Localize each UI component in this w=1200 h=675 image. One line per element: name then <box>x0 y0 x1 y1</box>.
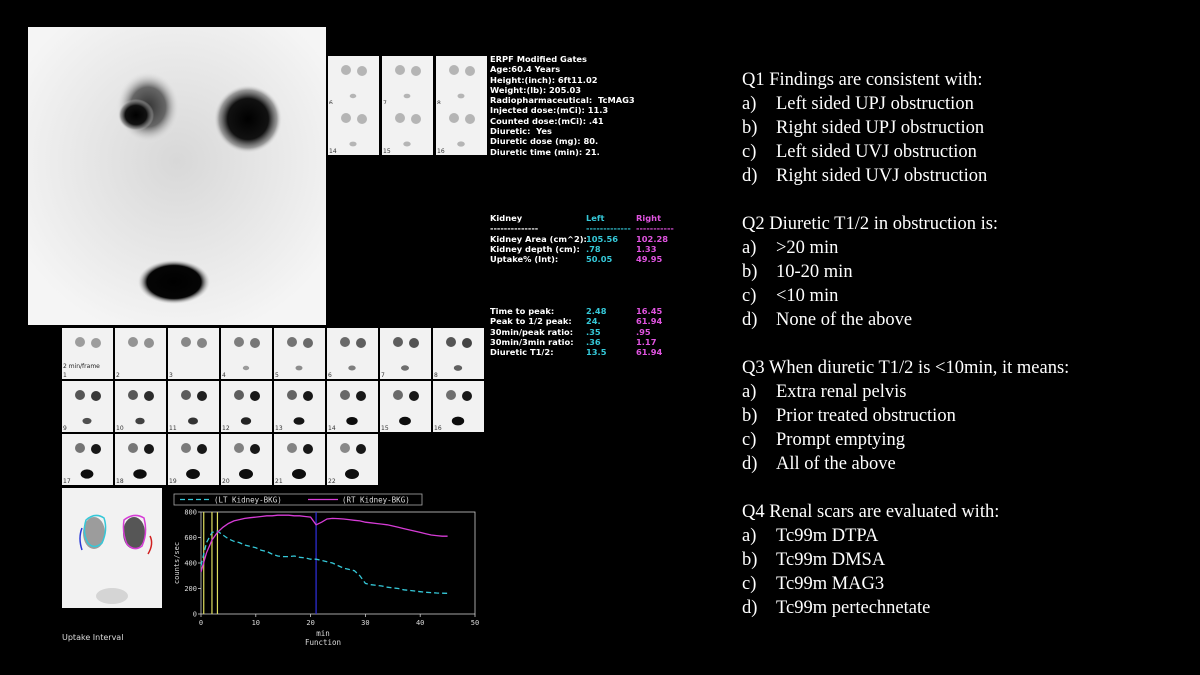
row-left-value: .78 <box>586 243 601 254</box>
quiz-option[interactable] <box>742 92 1182 116</box>
frame-number: 13 <box>275 425 283 432</box>
option-letter: a) <box>742 382 757 402</box>
kidney-table-left-header: Left <box>586 213 605 223</box>
y-tick-label: 600 <box>184 534 197 542</box>
plot-frame <box>201 512 475 614</box>
quiz-option[interactable] <box>742 140 1182 164</box>
chart-subtitle: Function <box>304 638 342 647</box>
study-info-line: Radiopharmaceutical: TcMAG3 <box>490 95 635 106</box>
quiz-option[interactable] <box>742 380 1182 404</box>
y-tick-label: 400 <box>184 559 197 568</box>
study-info-line: Injected dose:(mCi): 11.3 <box>490 105 609 116</box>
option-letter: a) <box>742 526 757 546</box>
scan-image <box>28 27 326 325</box>
frame-number: 16 <box>437 148 445 155</box>
row-right-value: 61.94 <box>636 316 663 327</box>
table-row <box>490 243 657 254</box>
row-label: Kidney depth (cm): <box>490 243 580 254</box>
dynamic-frame-thumbnail <box>380 328 431 379</box>
dynamic-frame-thumbnail <box>433 381 484 432</box>
x-tick-label: 20 <box>306 619 315 627</box>
row-label: Time to peak: <box>490 306 555 316</box>
option-text: >20 min <box>776 238 839 258</box>
row-right-value: 1.17 <box>636 336 657 347</box>
study-info-line: Height:(inch): 6ft11.02 <box>490 74 598 85</box>
option-text: Tc99m MAG3 <box>776 574 885 594</box>
option-text: All of the above <box>776 454 896 474</box>
dynamic-frame-thumbnail <box>115 434 166 485</box>
renogram-chart <box>170 490 490 650</box>
frame-number: 17 <box>63 478 71 485</box>
dynamic-frame-thumbnail <box>168 434 219 485</box>
quiz-question: Q2 Diuretic T1/2 in obstruction is: <box>742 214 999 234</box>
frame-number: 2 <box>116 372 120 379</box>
y-tick-label: 200 <box>184 585 197 593</box>
dynamic-frame-thumbnail <box>62 328 113 379</box>
option-letter: c) <box>742 142 757 162</box>
option-text: Tc99m DMSA <box>776 550 886 570</box>
frame-number: 8 <box>434 372 438 379</box>
legend-entry: (RT Kidney-BKG) <box>342 495 410 505</box>
row-right-value: .95 <box>636 326 651 337</box>
table-row <box>490 233 669 244</box>
option-letter: d) <box>742 166 758 186</box>
quiz-option[interactable] <box>742 404 1182 428</box>
quiz-option[interactable] <box>742 572 1182 596</box>
quiz-panel <box>742 68 1182 644</box>
option-letter: a) <box>742 94 757 114</box>
frame-number: 15 <box>383 148 391 155</box>
top-frame-thumbnail <box>328 56 379 107</box>
dynamic-frame-thumbnail <box>168 328 219 379</box>
option-text: Left sided UVJ obstruction <box>776 142 977 162</box>
row-label: Peak to 1/2 peak: <box>490 316 572 327</box>
row-left-value: 24. <box>586 316 601 327</box>
row-left-value: 2.48 <box>586 306 607 316</box>
study-info-line: Diuretic: Yes <box>490 126 552 137</box>
kidney-table <box>490 213 674 265</box>
option-letter: d) <box>742 310 758 330</box>
quiz-option[interactable] <box>742 236 1182 260</box>
y-tick-label: 0 <box>192 610 197 619</box>
quiz-option[interactable] <box>742 524 1182 548</box>
table-row <box>490 306 663 316</box>
frame-number: 15 <box>381 425 389 432</box>
table-row <box>490 336 657 347</box>
option-letter: c) <box>742 430 757 450</box>
frame-number: 9 <box>63 425 67 432</box>
roi-drawing <box>62 488 162 608</box>
option-letter: b) <box>742 262 758 282</box>
dynamic-frame-thumbnail <box>327 434 378 485</box>
dynamic-frame-thumbnail <box>62 434 113 485</box>
x-tick-label: 10 <box>251 619 261 627</box>
right-kidney-blob <box>214 85 282 153</box>
option-text: None of the above <box>776 310 913 330</box>
dynamic-frame-thumbnail <box>62 381 113 432</box>
kidney-table-sep: -------------- <box>490 223 539 234</box>
quiz-question-block <box>742 68 1182 188</box>
table-row <box>490 254 663 265</box>
frame-number: 19 <box>169 478 177 485</box>
frame-number: 7 <box>381 372 385 379</box>
row-label: 30min/3min ratio: <box>490 336 574 347</box>
row-right-value: 16.45 <box>636 306 663 316</box>
option-text: Right sided UVJ obstruction <box>776 166 988 186</box>
dynamic-frame-thumbnail <box>327 381 378 432</box>
right-kidney-curve <box>201 515 448 572</box>
row-right-value: 102.28 <box>636 233 669 244</box>
row-left-value: .35 <box>586 326 601 337</box>
option-text: <10 min <box>776 286 839 306</box>
dynamic-frame-thumbnail <box>115 328 166 379</box>
quiz-option[interactable] <box>742 260 1182 284</box>
kidney-table-sep-left: ------------- <box>586 223 631 234</box>
dynamic-frame-thumbnail <box>221 434 272 485</box>
quiz-question: Q3 When diuretic T1/2 is <10min, it means: <box>742 358 1070 378</box>
row-left-value: 13.5 <box>586 347 607 358</box>
row-left-value: .36 <box>586 336 601 347</box>
x-tick-label: 30 <box>361 619 370 627</box>
table-row <box>490 326 651 337</box>
option-text: Extra renal pelvis <box>776 382 907 402</box>
top-frame-thumbnail <box>436 104 487 155</box>
dynamic-frame-thumbnail <box>274 328 325 379</box>
dynamic-frame-thumbnail <box>115 381 166 432</box>
study-info-line: Diuretic time (min): 21. <box>490 146 600 157</box>
frame-number: 18 <box>116 478 124 485</box>
study-info <box>490 54 635 157</box>
option-text: Left sided UPJ obstruction <box>776 94 974 114</box>
option-letter: b) <box>742 406 758 426</box>
kidney-table-label-header: Kidney <box>490 213 523 223</box>
main-renal-scan <box>28 27 326 325</box>
frame-number: 1 <box>63 372 67 379</box>
table-row <box>490 316 663 327</box>
y-tick-label: 800 <box>184 508 197 517</box>
quiz-option[interactable] <box>742 596 1182 620</box>
dynamic-frame-thumbnail <box>221 328 272 379</box>
quiz-option[interactable] <box>742 284 1182 308</box>
quiz-option[interactable] <box>742 308 1182 332</box>
frame-number: 6 <box>328 372 332 379</box>
top-frame-thumbnail <box>436 56 487 107</box>
quiz-question: Q4 Renal scars are evaluated with: <box>742 502 1000 522</box>
frame-number: 16 <box>434 425 442 432</box>
row-label: Uptake% (Int): <box>490 254 559 265</box>
quiz-question: Q1 Findings are consistent with: <box>742 70 983 90</box>
quiz-option[interactable] <box>742 116 1182 140</box>
x-tick-label: 40 <box>415 619 425 627</box>
row-left-value: 105.56 <box>586 233 619 244</box>
row-right-value: 49.95 <box>636 254 663 265</box>
dynamic-frame-thumbnail <box>221 381 272 432</box>
quiz-option[interactable] <box>742 164 1182 188</box>
option-letter: c) <box>742 286 757 306</box>
right-bkg-roi <box>148 536 152 554</box>
quiz-option[interactable] <box>742 548 1182 572</box>
quiz-question-block <box>742 500 1182 620</box>
frame-number: 12 <box>222 425 230 432</box>
top-frame-thumbnail <box>382 56 433 107</box>
option-letter: b) <box>742 550 758 570</box>
frame-rate-label: 2 min/frame <box>63 363 100 370</box>
dynamic-frame-thumbnail <box>274 381 325 432</box>
y-axis-label: counts/sec <box>173 541 181 585</box>
dynamic-frame-thumbnail <box>433 328 484 379</box>
study-info-line: Counted dose:(mCi): .41 <box>490 115 604 126</box>
option-text: Tc99m pertechnetate <box>776 598 931 618</box>
option-letter: d) <box>742 598 758 618</box>
left-bkg-roi <box>80 528 82 550</box>
renogram-svg <box>170 490 490 650</box>
row-right-value: 61.94 <box>636 347 663 358</box>
quiz-question-block <box>742 356 1182 476</box>
kidney-table-right-header: Right <box>636 213 662 223</box>
top-frame-thumbnail <box>382 104 433 155</box>
frame-number: 10 <box>116 425 124 432</box>
row-label: 30min/peak ratio: <box>490 326 574 337</box>
quiz-option[interactable] <box>742 452 1182 476</box>
roi-label: Uptake Interval <box>62 633 124 642</box>
x-tick-label: 50 <box>470 619 480 627</box>
frame-number: 14 <box>328 425 336 432</box>
option-letter: b) <box>742 118 758 138</box>
option-text: Right sided UPJ obstruction <box>776 118 985 138</box>
study-info-line: Weight:(lb): 205.03 <box>490 84 582 95</box>
frame-number: 4 <box>222 372 226 379</box>
study-info-line: Age:60.4 Years <box>490 64 561 75</box>
option-text: Tc99m DTPA <box>776 526 879 546</box>
dynamic-frame-thumbnail <box>380 381 431 432</box>
option-text: Prompt emptying <box>776 430 905 450</box>
x-tick-label: 0 <box>198 619 204 627</box>
row-label: Kidney Area (cm^2): <box>490 233 587 244</box>
bladder-blob <box>138 260 210 304</box>
dynamic-frame-thumbnail <box>168 381 219 432</box>
timing-table <box>490 306 663 358</box>
legend-entry: (LT Kidney-BKG) <box>214 495 282 505</box>
left-kidney-curve <box>201 531 448 593</box>
frame-number: 20 <box>222 478 230 485</box>
frame-number: 22 <box>328 478 336 485</box>
frame-number: 11 <box>169 425 177 432</box>
row-label: Diuretic T1/2: <box>490 347 554 358</box>
option-letter: a) <box>742 238 757 258</box>
option-letter: d) <box>742 454 758 474</box>
row-left-value: 50.05 <box>586 254 613 265</box>
quiz-option[interactable] <box>742 428 1182 452</box>
dynamic-frame-thumbnail <box>274 434 325 485</box>
option-text: Prior treated obstruction <box>776 406 956 426</box>
frame-number: 21 <box>275 478 283 485</box>
frame-number: 5 <box>275 372 279 379</box>
dynamic-frame-thumbnail <box>327 328 378 379</box>
frame-number: 14 <box>329 148 337 155</box>
frame-number: 3 <box>169 372 173 379</box>
top-frame-thumbnail <box>328 104 379 155</box>
study-info-line: Diuretic dose (mg): 80. <box>490 136 599 147</box>
row-right-value: 1.33 <box>636 243 657 254</box>
table-row <box>490 347 663 358</box>
roi-image <box>62 488 162 608</box>
option-text: 10-20 min <box>776 262 853 282</box>
x-axis-label: min <box>316 629 330 638</box>
study-title: ERPF Modified Gates <box>490 54 587 64</box>
option-letter: c) <box>742 574 757 594</box>
kidney-table-sep-right: ----------- <box>636 223 674 234</box>
quiz-question-block <box>742 212 1182 332</box>
